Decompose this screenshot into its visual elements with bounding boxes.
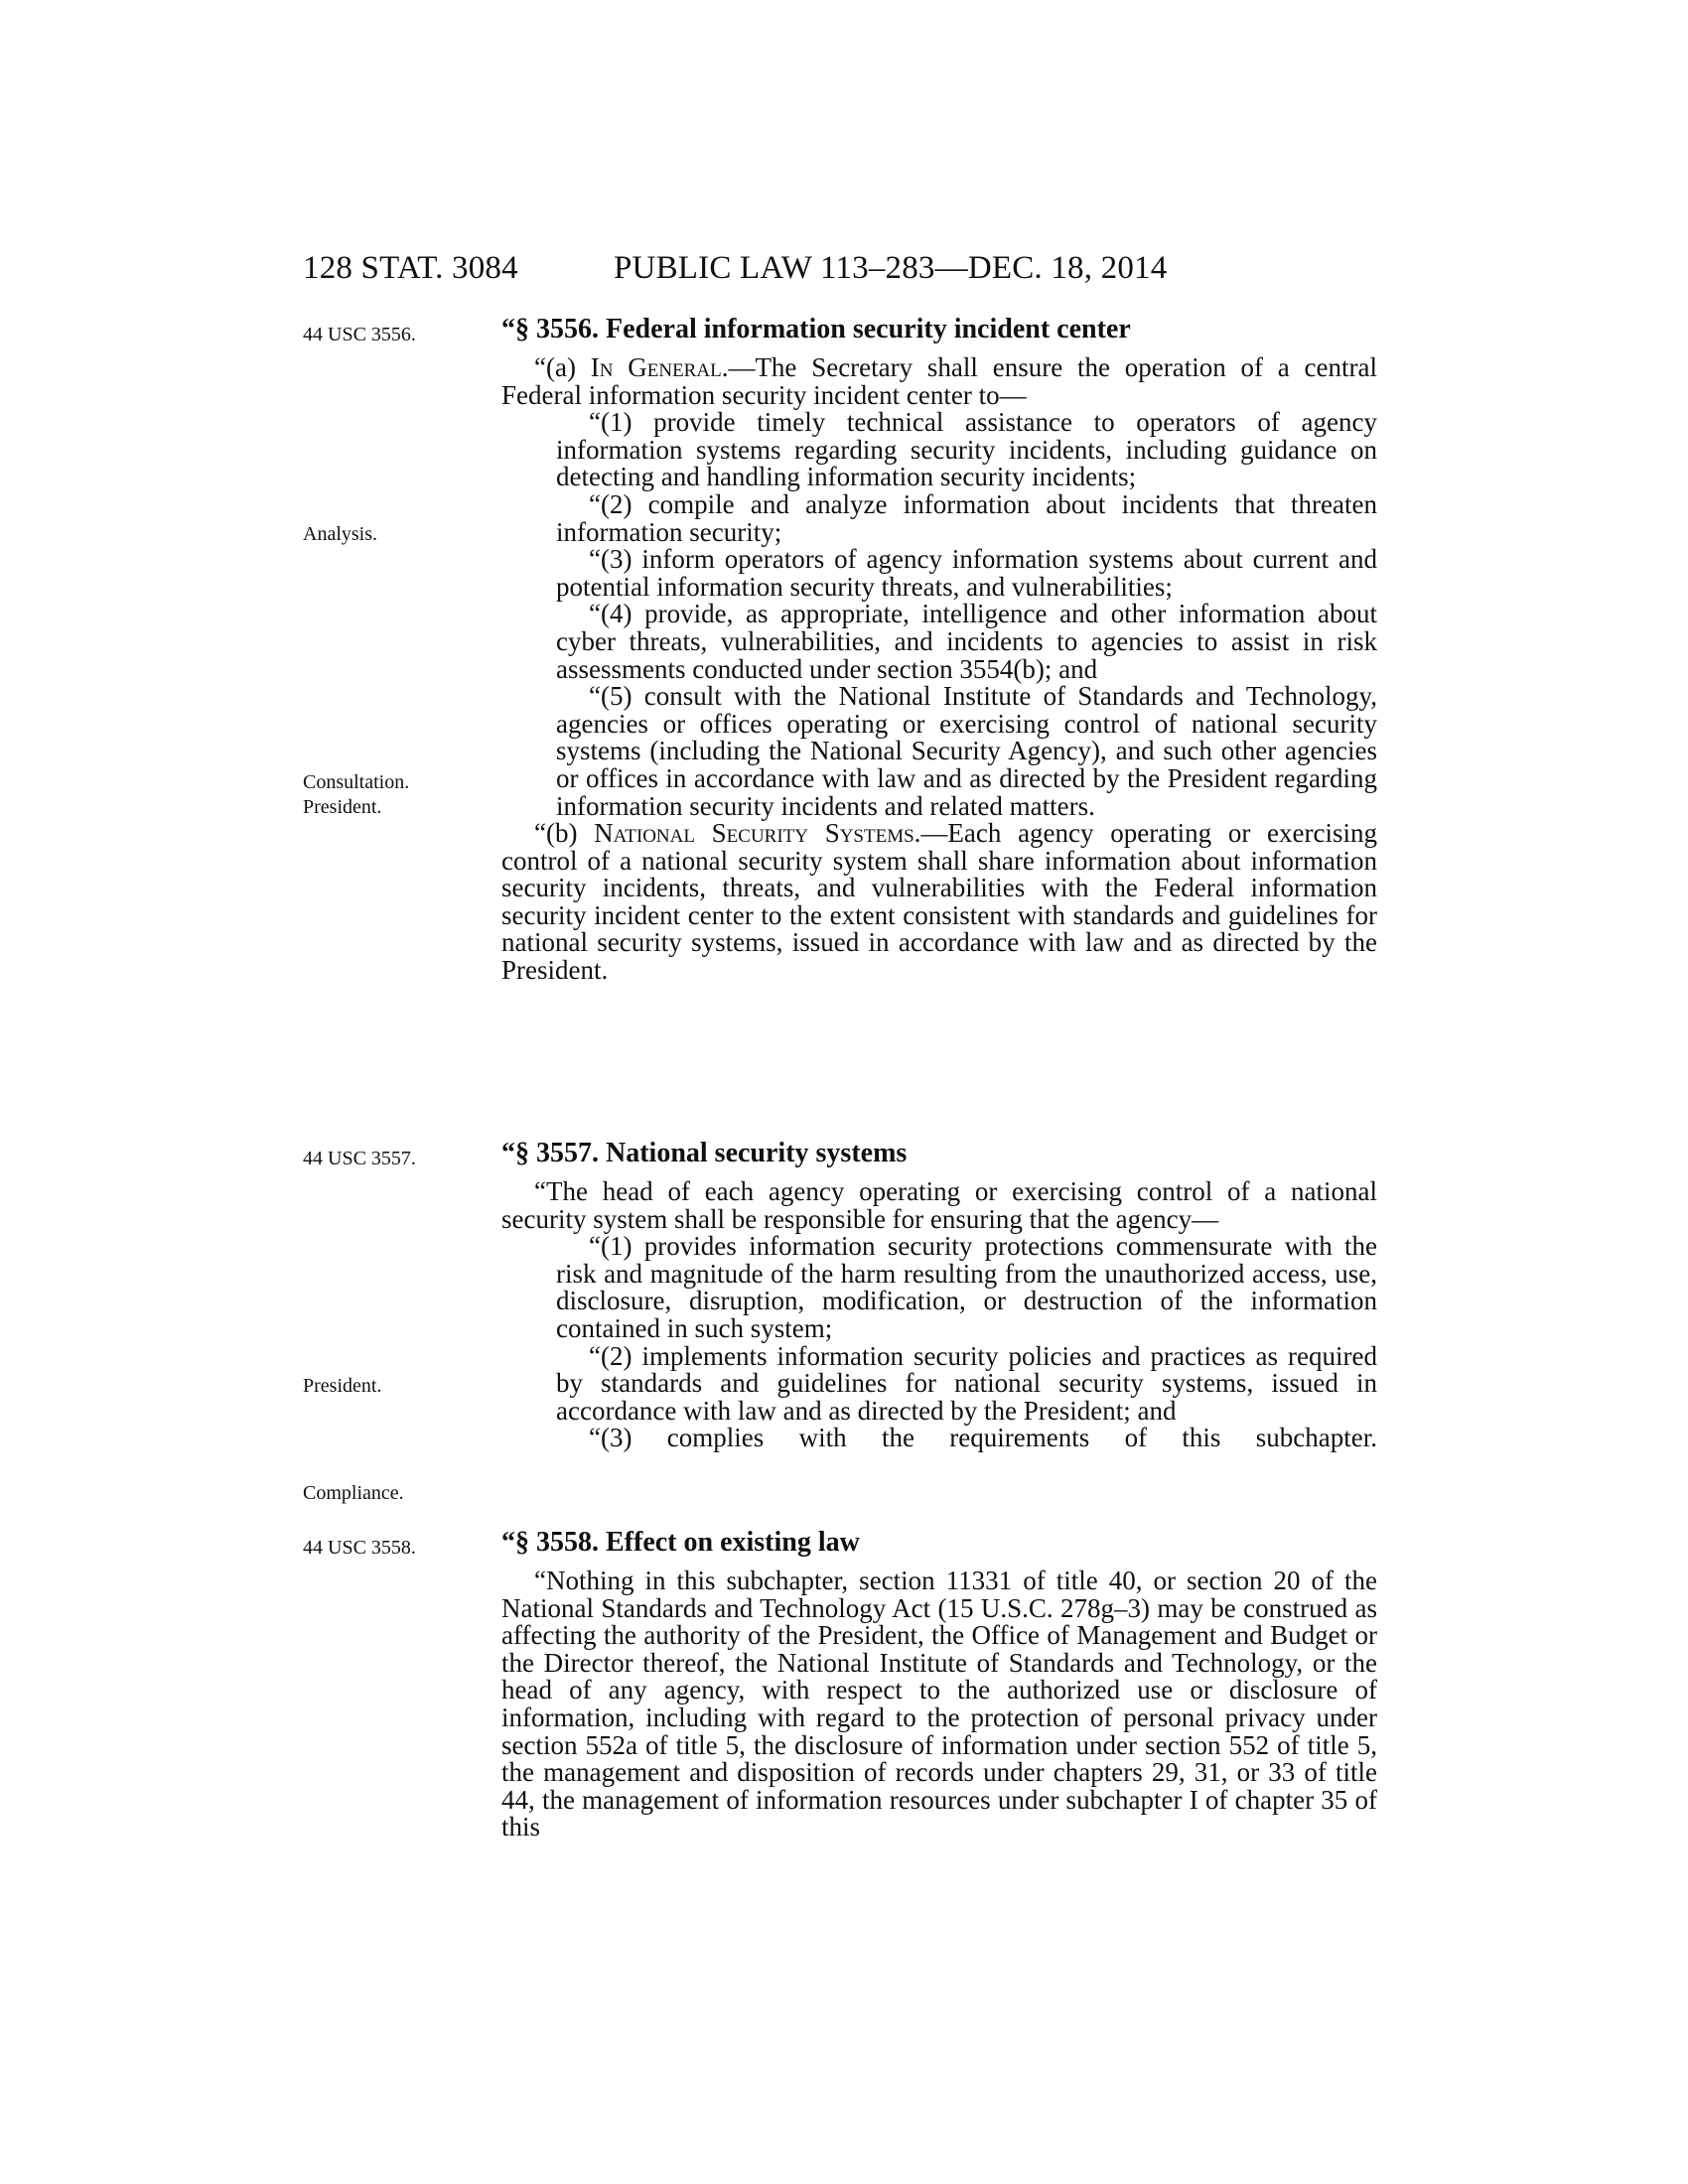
subsection-b-label: National Security Systems (594, 818, 914, 849)
section-body-3557 (501, 1178, 1377, 1452)
section-text: “Nothing in this subchapter, section 11331 of title 40, or section 20 of the National Standards and Technology Act (15 U.S.C. 278g–3) may be construed as affecting the authority of the President, the Office of Management and Budget or the Director thereof, the National Institute of Standards and Technology, or the head of any agency, with respect to the authorized use or disclosure of information, including with regard to the protection of personal privacy under section 552a of title 5, the disclosure of information under section 552 of title 5, the management and disposition of records under chapters 29, 31, or 33 of title 44, the management of information resources under subchapter I of chapter 35 of this (501, 1566, 1377, 1843)
subsection-a: “(a) In General.—The Secretary shall ensure the operation of a central Federal information security incident center to— (501, 352, 1377, 410)
subsection-a-items (501, 409, 1377, 820)
section-body-3556 (501, 354, 1377, 985)
list-item: “(1) provide timely technical assistance to operators of agency information systems regarding security incidents, including guidance on detecting and handling information security incidents; (556, 407, 1377, 492)
list-item: “(3) complies with the requirements of this subchapter. (589, 1423, 1377, 1453)
margin-note-president: President. (303, 796, 382, 818)
subsection-a-label: In General (590, 352, 722, 382)
section-heading-3556: “§ 3556. Federal information security incident center (501, 314, 1131, 344)
section-body-3558 (501, 1568, 1377, 1842)
margin-note-usc-3557: 44 USC 3557. (303, 1148, 416, 1169)
section-heading-3558: “§ 3558. Effect on existing law (501, 1527, 860, 1558)
margin-note-usc-3558: 44 USC 3558. (303, 1537, 416, 1559)
section-heading-3557: “§ 3557. National security systems (501, 1138, 908, 1168)
running-header: PUBLIC LAW 113–283—DEC. 18, 2014 (614, 250, 1168, 286)
section-3557-items (501, 1233, 1377, 1452)
subsection-b: “(b) National Security Systems.—Each agency operating or exercising control of a national security system shall share information about information security incidents, threats, and vulnerabilities with the Federal information security incident center to the extent consistent with standards and guidelines for national security systems, issued in accordance with law and as directed by the President. (501, 818, 1377, 986)
page-stat-number: 128 STAT. 3084 (303, 250, 518, 286)
list-item: “(5) consult with the National Institute of Standards and Technology, agencies or offices operating or exercising control of national security systems (including the National Security Agency), and such other agencies or offices in accordance with law and as directed by the President regarding information security incidents and related matters. (556, 681, 1377, 821)
margin-note-compliance: Compliance. (303, 1482, 404, 1504)
margin-note-usc-3556: 44 USC 3556. (303, 324, 416, 345)
list-item: “(2) implements information security policies and practices as required by standards and guidelines for national security systems, issued in accordance with law and as directed by the President; and (556, 1340, 1377, 1426)
list-item: “(4) provide, as appropriate, intelligence and other information about cyber threats, vulnerabilities, and incidents to agencies to assist in risk assessments conducted under section 3554(b); and (556, 599, 1377, 684)
margin-note-consultation: Consultation. (303, 771, 410, 793)
margin-note-analysis: Analysis. (303, 523, 377, 545)
section-intro: “The head of each agency operating or exercising control of a national security system shall be responsible for ensuring that the agency— (501, 1176, 1377, 1234)
margin-note-president: President. (303, 1375, 382, 1397)
list-item: “(3) inform operators of agency information systems about current and potential information security threats, and vulnerabilities; (556, 544, 1377, 602)
list-item: “(1) provides information security protections commensurate with the risk and magnitude of the harm resulting from the unauthorized access, use, disclosure, disruption, modification, or destruction of the information contained in such system; (556, 1231, 1377, 1343)
list-item: “(2) compile and analyze information about incidents that threaten information security; (556, 488, 1377, 547)
